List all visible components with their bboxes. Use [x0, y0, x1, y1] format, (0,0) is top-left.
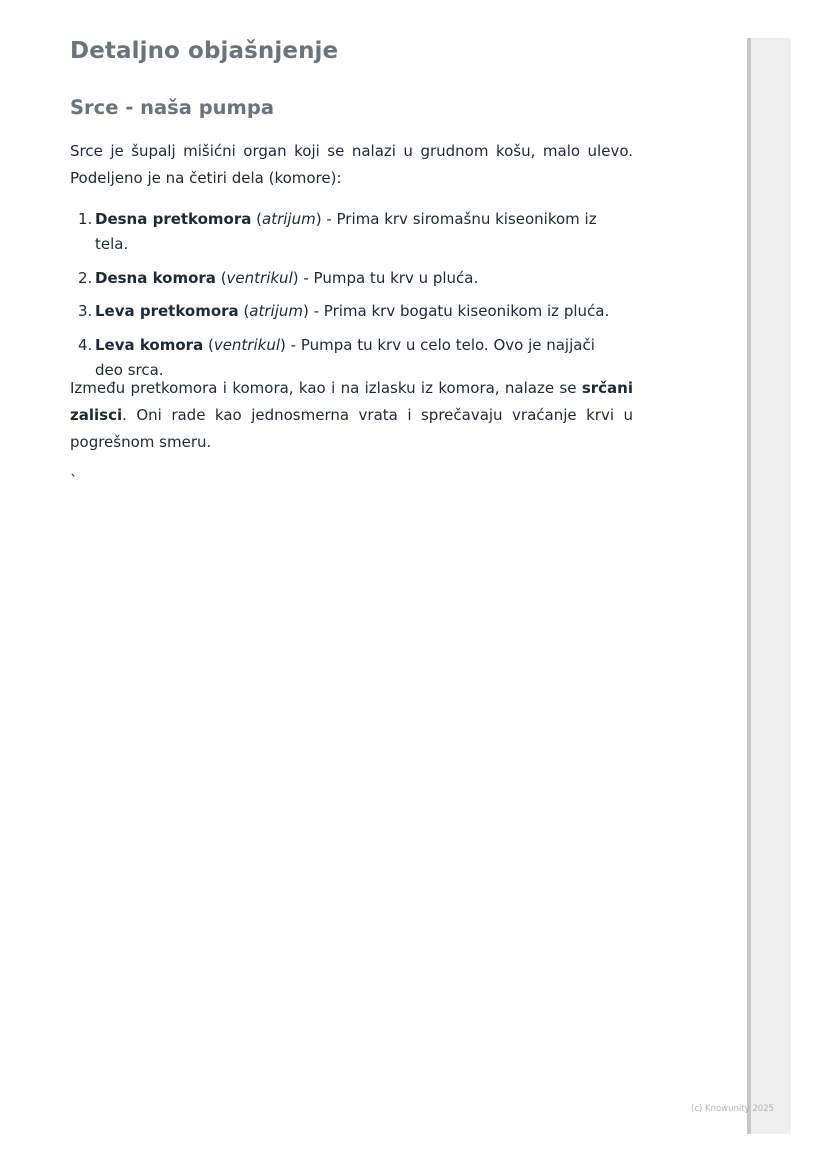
item-description: ) - Pumpa tu krv u pluća. — [292, 268, 479, 287]
list-number: 3. — [78, 302, 93, 320]
latin-term: atrijum — [249, 302, 303, 320]
chamber-term: Desna pretkomora — [95, 210, 252, 228]
paren-open: ( — [238, 302, 250, 320]
list-item — [70, 299, 630, 324]
valves-text-before: Između pretkomora i komora, kao i na izlasku iz komora, nalaze se — [70, 379, 582, 397]
item-description: ) - Pumpa tu krv u celo telo. Ovo je najjači deo srca. — [95, 335, 595, 379]
section-title: Srce - naša pumpa — [70, 96, 274, 119]
page-title: Detaljno objašnjenje — [70, 38, 339, 64]
list-item — [70, 207, 630, 257]
chamber-term: Desna komora — [95, 268, 216, 287]
list-item — [70, 266, 630, 291]
page-edge-line — [747, 38, 751, 1134]
paren-open: ( — [215, 268, 227, 287]
latin-term: atrijum — [262, 210, 316, 228]
latin-term: ventrikul — [213, 335, 281, 354]
paren-open: ( — [251, 210, 263, 228]
item-description: ) - Prima krv bogatu kiseonikom iz pluća. — [303, 302, 610, 320]
valves-term: srčani zalisci — [70, 379, 633, 424]
valves-paragraph — [70, 375, 633, 456]
stray-backtick: ` — [70, 472, 78, 490]
heart-chambers-list — [70, 207, 630, 391]
chamber-term: Leva komora — [95, 335, 204, 354]
copyright-footer: (c) Knowunity 2025 — [691, 1104, 774, 1114]
list-number: 2. — [78, 268, 93, 287]
list-number: 4. — [78, 335, 93, 354]
valves-text-after: . Oni rade kao jednosmerna vrata i sprečavaju vraćanje krvi u pogrešnom smeru. — [70, 406, 633, 451]
page-margin-strip — [747, 38, 791, 1134]
paren-open: ( — [203, 335, 214, 354]
item-description: ) - Prima krv siromašnu kiseonikom iz tela. — [95, 210, 597, 253]
latin-term: ventrikul — [226, 268, 293, 287]
intro-paragraph: Srce je šupalj mišićni organ koji se nalazi u grudnom košu, malo ulevo. Podeljeno je na četiri dela (komore): — [70, 142, 633, 187]
chamber-term: Leva pretkomora — [95, 302, 239, 320]
list-number: 1. — [78, 210, 93, 228]
